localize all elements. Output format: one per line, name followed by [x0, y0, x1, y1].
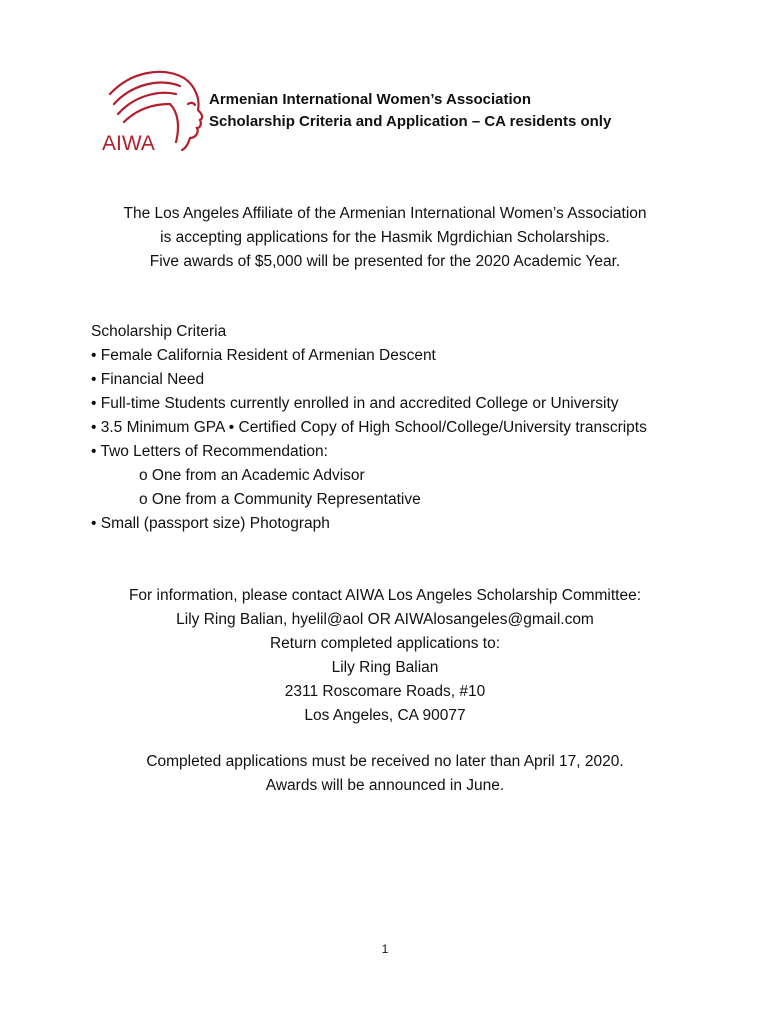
intro-line: The Los Angeles Affiliate of the Armenian International Women’s Association: [123, 205, 647, 222]
contact-line: 2311 Roscomare Roads, #10: [284, 683, 486, 700]
criteria-subitem: o One from an Academic Advisor: [139, 467, 365, 484]
header-title: Armenian International Women’s Association: [209, 91, 532, 108]
contact-line: Los Angeles, CA 90077: [304, 707, 466, 724]
document-header: [209, 89, 729, 133]
criteria-item: • Small (passport size) Photograph: [91, 515, 330, 532]
criteria-subitem: o One from a Community Representative: [139, 491, 421, 508]
woman-profile-icon: [100, 60, 210, 160]
aiwa-logo: [100, 60, 210, 160]
contact-line: Lily Ring Balian: [331, 659, 439, 676]
contact-line: Return completed applications to:: [269, 635, 501, 652]
deadline-line: Awards will be announced in June.: [265, 777, 505, 794]
intro-paragraph: [0, 202, 770, 274]
contact-line: For information, please contact AIWA Los Angeles Scholarship Committee:: [128, 587, 642, 604]
contact-section: [0, 584, 770, 728]
criteria-item: • Two Letters of Recommendation:: [91, 443, 328, 460]
intro-line: is accepting applications for the Hasmik Mgrdichian Scholarships.: [160, 229, 610, 246]
header-subtitle: Scholarship Criteria and Application – CA residents only: [209, 113, 612, 130]
page-number: 1: [381, 942, 389, 956]
criteria-item: • Financial Need: [91, 371, 205, 388]
deadline-section: [0, 750, 770, 798]
criteria-heading: Scholarship Criteria: [91, 323, 227, 340]
intro-line: Five awards of $5,000 will be presented for the 2020 Academic Year.: [149, 253, 621, 270]
criteria-item: • Female California Resident of Armenian Descent: [91, 347, 436, 364]
deadline-line: Completed applications must be received no later than April 17, 2020.: [146, 753, 624, 770]
contact-line: Lily Ring Balian, hyelil@aol OR AIWAlosangeles@gmail.com: [176, 611, 594, 628]
criteria-section: [91, 320, 731, 536]
criteria-item: • Full-time Students currently enrolled in and accredited College or University: [91, 395, 619, 412]
criteria-item: • 3.5 Minimum GPA • Certified Copy of High School/College/University transcripts: [91, 419, 647, 436]
logo-text: AIWA: [102, 132, 155, 155]
